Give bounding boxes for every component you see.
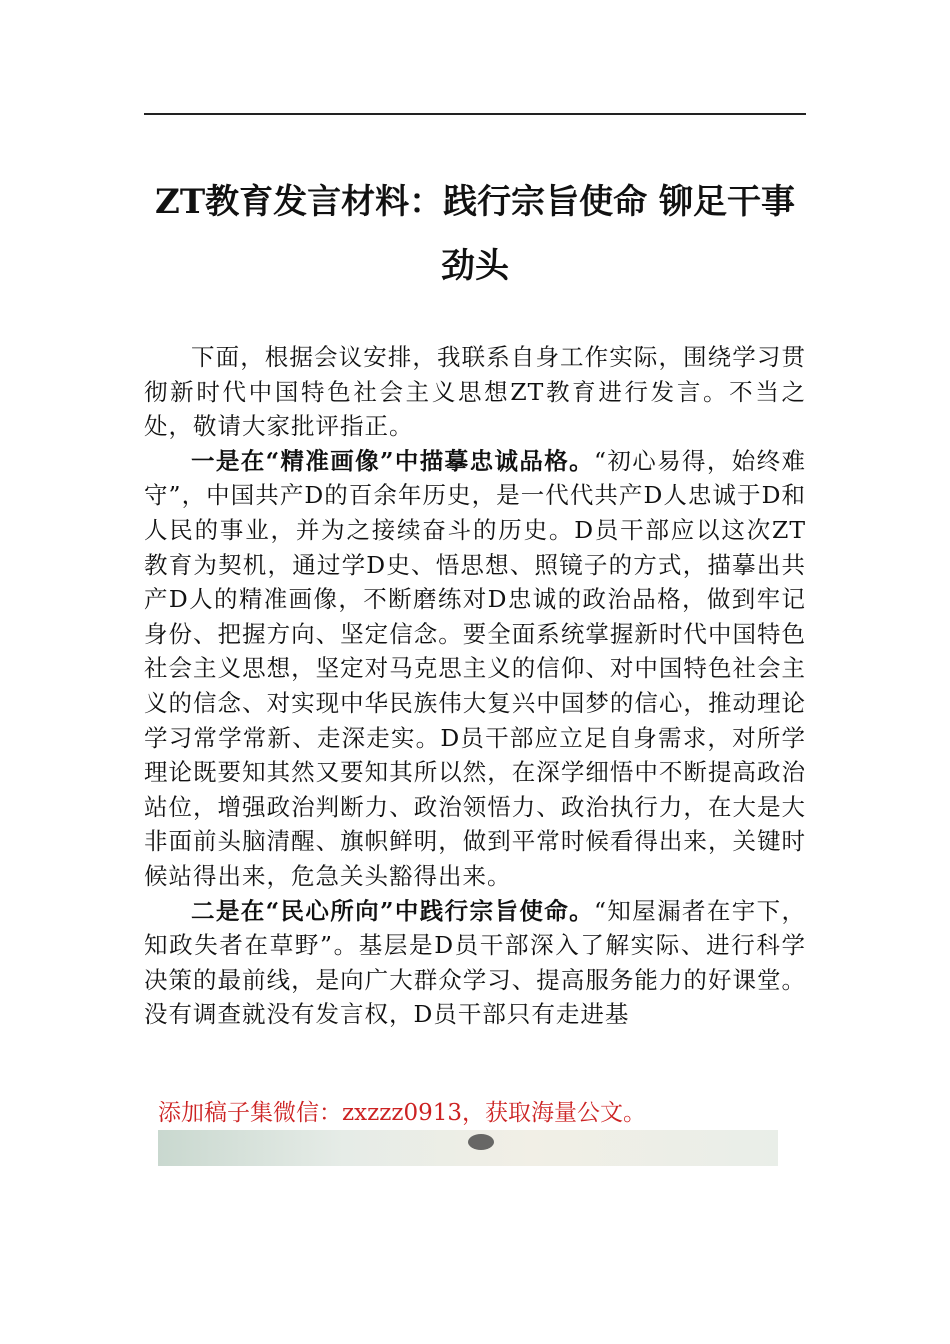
header-rule [144, 113, 806, 115]
banner-curve-decoration [578, 1130, 778, 1166]
paragraph-lead: 一是在“精准画像”中描摹忠诚品格。 [191, 446, 594, 475]
paragraph-intro [144, 340, 806, 444]
document-title: ZT教育发言材料：践行宗旨使命 铆足干事劲头 [155, 182, 795, 286]
paragraph-point-two [144, 894, 806, 1032]
paragraph-text: “初心易得，始终难守”，中国共产D的百余年历史，是一代代共产D人忠诚于D和人民的事业，并为之接续奋斗的历史。D员干部应以这次ZT教育为契机，通过学D史、悟思想、照镜子的方式，描摹出共产D人的精准画像，不断磨练对D忠诚的政治品格，做到牢记身份、把握方向、坚定信念。要全面系统掌握新时代中国特色社会主义思想，坚定对马克思主义的信仰、对中国特色社会主义的信念、对实现中华民族伟大复兴中国梦的信心，推动理论学习常学常新、走深走实。D员干部应立足自身需求，对所学理论既要知其然又要知其所以然，在深学细悟中不断提高政治站位，增强政治判断力、政治领悟力、政治执行力，在大是大非面前头脑清醒、旗帜鲜明，做到平常时候看得出来，关键时候站得出来，危急关头豁得出来。 [144, 446, 806, 890]
banner-bird-icon [468, 1134, 494, 1150]
paragraph-text: 下面，根据会议安排，我联系自身工作实际，围绕学习贯彻新时代中国特色社会主义思想ZT教育进行发言。不当之处，敬请大家批评指正。 [144, 343, 806, 441]
paragraph-lead: 二是在“民心所向”中践行宗旨使命。 [191, 896, 594, 925]
footer-promo-note: 添加稿子集微信：zxzzz0913，获取海量公文。 [158, 1100, 646, 1126]
footer-banner-image [158, 1130, 778, 1166]
paragraph-point-one [144, 444, 806, 894]
document-body [144, 340, 806, 1032]
paragraph-text: “知屋漏者在宇下，知政失者在草野”。基层是D员干部深入了解实际、进行科学决策的最前线，是向广大群众学习、提高服务能力的好课堂。没有调查就没有发言权，D员干部只有走进基 [144, 896, 806, 1029]
